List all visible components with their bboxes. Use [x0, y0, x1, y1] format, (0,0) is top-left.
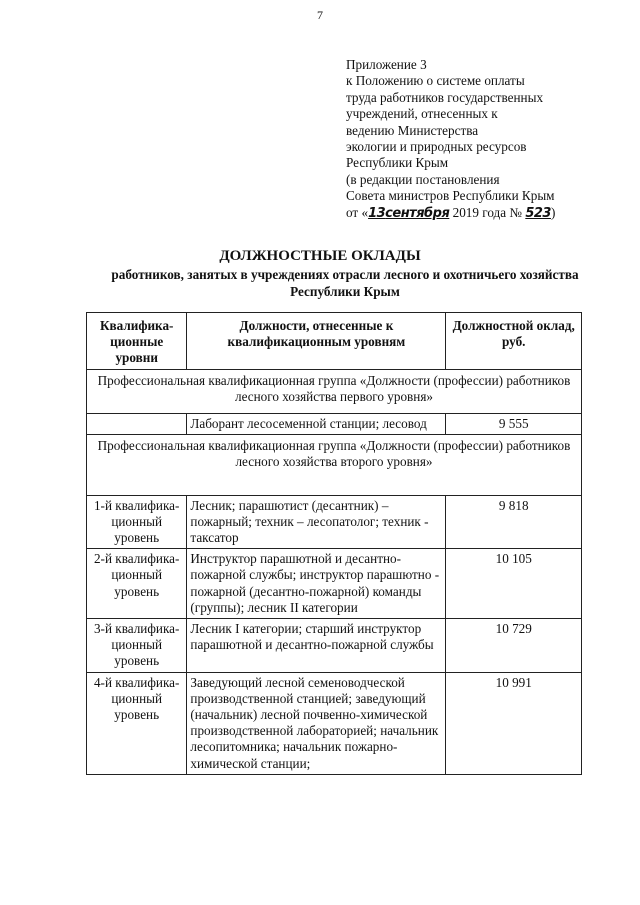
positions-cell: Лаборант лесосеменной станции; лесовод: [187, 414, 446, 435]
appendix-line: труда работников государственных: [346, 89, 544, 105]
salary-table: [86, 312, 582, 775]
group-title: Профессиональная квалификационная группа «Должности (профессии) работников лесного хозяйства первого уровня»: [87, 369, 582, 413]
group-row: [87, 369, 582, 413]
table-row: [87, 414, 582, 435]
header-levels: Квалифика-ционные уровни: [87, 313, 187, 370]
group-row: [87, 435, 582, 495]
document-title: ДОЛЖНОСТНЫЕ ОКЛАДЫ: [219, 248, 421, 264]
table-row: [87, 672, 582, 774]
positions-cell: Лесник I категории; старший инструктор парашютной и десантно-пожарной службы: [187, 619, 446, 673]
page-number: 7: [317, 8, 323, 22]
appendix-line: Совета министров Республики Крым: [346, 188, 555, 204]
level-cell: 3-й квалифика-ционный уровень: [87, 619, 187, 673]
table-row: [87, 495, 582, 549]
level-cell: 2-й квалифика-ционный уровень: [87, 549, 187, 619]
group-title: Профессиональная квалификационная группа «Должности (профессии) работников лесного хозяйства второго уровня»: [87, 435, 582, 495]
header-salary: Должностной оклад, руб.: [446, 313, 582, 370]
positions-cell: Заведующий лесной семеноводческой производственной станцией; заведующий (начальник) лесной почвенно-химической производственной лабораторией; начальник лесопитомника; начальник пожарно-химической станции;: [187, 672, 446, 774]
handwritten-month: сентября: [385, 205, 450, 221]
level-cell: 1-й квалифика-ционный уровень: [87, 495, 187, 549]
appendix-line: к Положению о системе оплаты: [346, 73, 525, 89]
positions-cell: Инструктор парашютной и десантно-пожарной службы; инструктор парашютно - пожарной (десантно-пожарной) команды (группы); лесник II категории: [187, 549, 446, 619]
appendix-line: учреждений, отнесенных к: [346, 106, 498, 122]
salary-cell: 9 818: [446, 495, 582, 549]
appendix-line: экологии и природных ресурсов: [346, 139, 527, 155]
appendix-line: Республики Крым: [346, 155, 449, 171]
salary-cell: 10 991: [446, 672, 582, 774]
appendix-block: [346, 57, 616, 222]
table-row: [87, 549, 582, 619]
handwritten-day: 13: [368, 205, 386, 221]
date-prefix: от «: [346, 204, 369, 220]
appendix-line: Приложение 3: [346, 57, 427, 72]
appendix-line: ведению Министерства: [346, 122, 479, 138]
date-suffix: ): [550, 204, 556, 220]
document-subtitle: работников, занятых в учреждениях отрасли лесного и охотничьего хозяйства Республики Крым: [111, 267, 579, 299]
table-row: [87, 619, 582, 673]
table-header-row: [87, 313, 582, 370]
header-positions: Должности, отнесенные к квалификационным уровням: [187, 313, 446, 370]
level-cell: 4-й квалифика-ционный уровень: [87, 672, 187, 774]
positions-cell: Лесник; парашютист (десантник) – пожарный; техник – лесопатолог; техник - таксатор: [187, 495, 446, 549]
date-mid: 2019 года №: [449, 204, 526, 220]
salary-cell: 9 555: [446, 414, 582, 435]
appendix-line: (в редакции постановления: [346, 171, 500, 187]
handwritten-number: 523: [525, 205, 551, 221]
salary-cell: 10 105: [446, 549, 582, 619]
salary-cell: 10 729: [446, 619, 582, 673]
level-cell: [87, 414, 187, 435]
appendix-date-line: [346, 205, 616, 222]
